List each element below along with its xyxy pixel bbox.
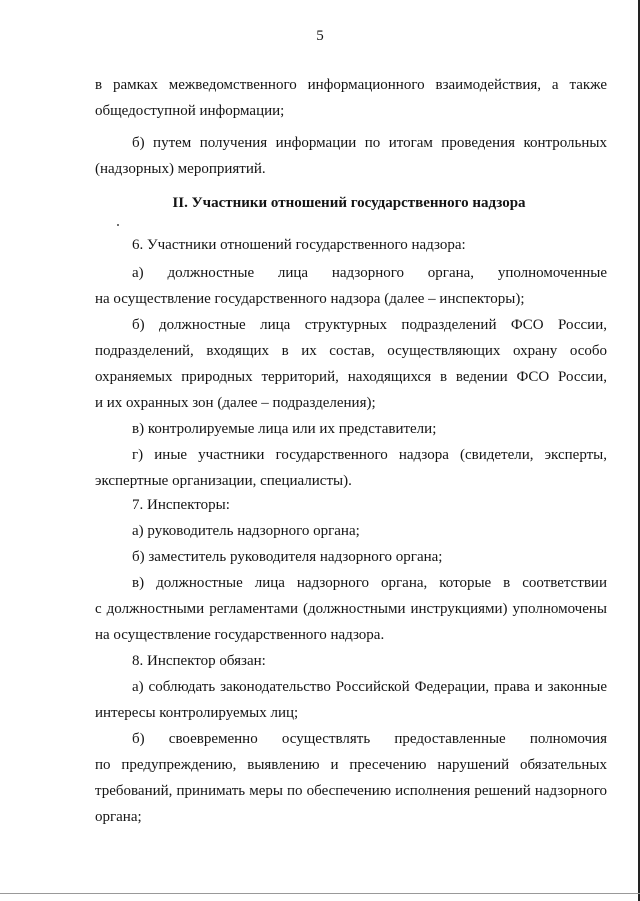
text-line: б) должностные лица структурных подразделений ФСО России, <box>132 317 607 333</box>
text-line: в) должностные лица надзорного органа, которые в соответствии <box>132 575 607 591</box>
text-line: б) заместитель руководителя надзорного органа; <box>132 549 443 565</box>
page-number: 5 <box>316 28 324 44</box>
text-line: и их охранных зон (далее – подразделения); <box>95 395 376 411</box>
text-line: по предупреждению, выявлению и пресечению нарушений обязательных <box>95 757 607 773</box>
text-line: в) контролируемые лица или их представители; <box>132 421 437 437</box>
text-line: г) иные участники государственного надзора (свидетели, эксперты, <box>132 447 607 463</box>
text-line: с должностными регламентами (должностными инструкциями) уполномочены <box>95 601 607 617</box>
text-line: а) соблюдать законодательство Российской Федерации, права и законные <box>132 679 607 695</box>
text-line: (надзорных) мероприятий. <box>95 161 266 177</box>
text-line: интересы контролируемых лиц; <box>95 705 299 721</box>
text-line: охраняемых природных территорий, находящихся в ведении ФСО России, <box>95 369 607 385</box>
text-line: в рамках межведомственного информационного взаимодействия, а также <box>95 77 607 93</box>
text-line: б) путем получения информации по итогам проведения контрольных <box>132 135 607 151</box>
text-line: на осуществление государственного надзора (далее – инспекторы); <box>95 291 525 307</box>
text-line: на осуществление государственного надзора. <box>95 627 385 643</box>
text-line: 8. Инспектор обязан: <box>132 653 266 669</box>
text-line: подразделений, входящих в их состав, осуществляющих охрану особо <box>95 343 607 359</box>
text-line: требований, принимать меры по обеспечению исполнения решений надзорного <box>95 783 607 799</box>
text-line: общедоступной информации; <box>95 103 285 119</box>
text-line: экспертные организации, специалисты). <box>95 473 352 489</box>
text-line: б) своевременно осуществлять предоставленные полномочия <box>132 731 607 747</box>
text-line: а) должностные лица надзорного органа, уполномоченные <box>132 265 607 281</box>
text-line: 6. Участники отношений государственного надзора: <box>132 237 466 253</box>
scan-edge <box>0 893 640 894</box>
scan-speck <box>117 224 119 226</box>
text-line: 7. Инспекторы: <box>132 497 230 513</box>
text-line: органа; <box>95 809 142 825</box>
text-line: а) руководитель надзорного органа; <box>132 523 360 539</box>
section-heading: II. Участники отношений государственного надзора <box>172 195 526 211</box>
